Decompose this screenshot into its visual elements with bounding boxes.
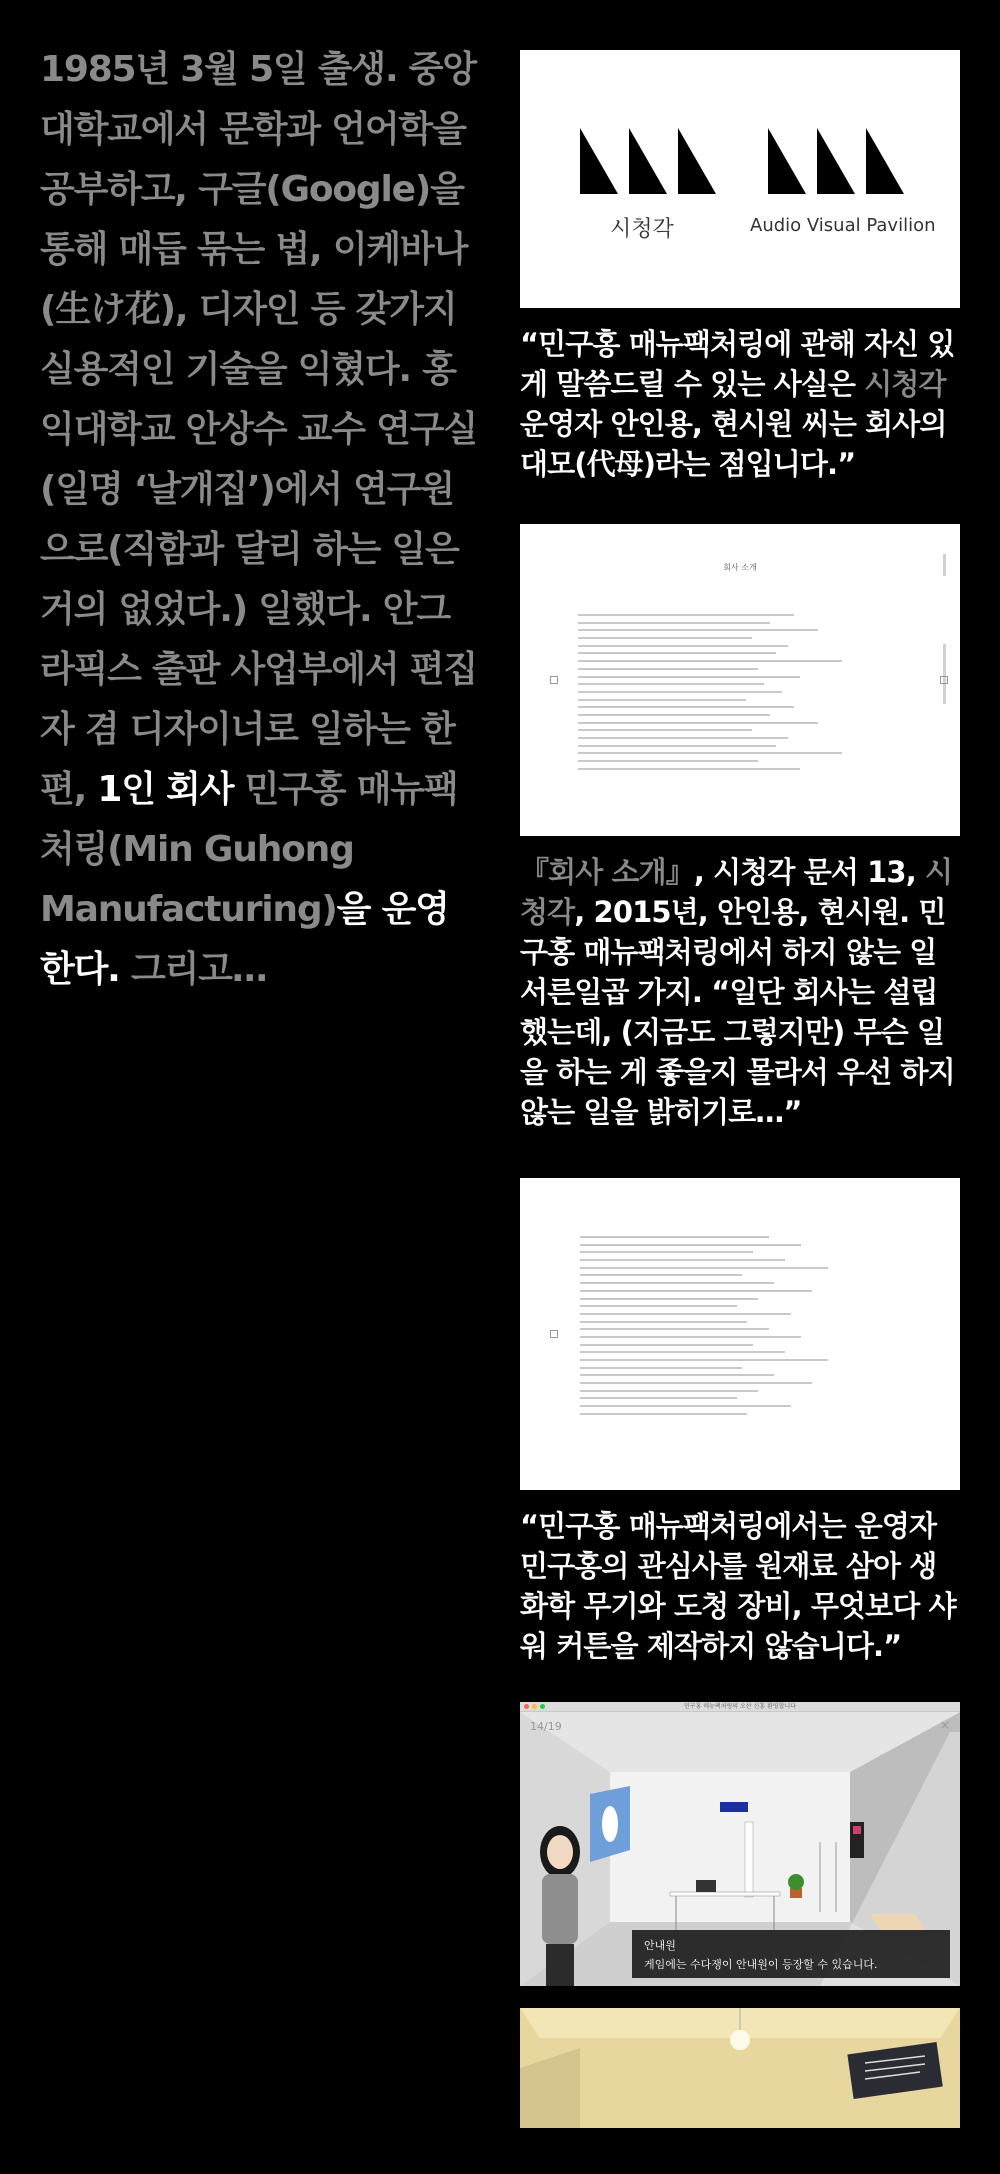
document-page-1[interactable] (520, 524, 960, 836)
dialog-box[interactable] (632, 1930, 950, 1978)
document-text-line (580, 1413, 747, 1415)
document-text-line (580, 1351, 785, 1353)
document-text-line (580, 1344, 753, 1346)
dialog-message: 게임에는 수다쟁이 안내원이 등장할 수 있습니다. (644, 1958, 878, 1971)
av-pavilion-logo-card[interactable] (520, 50, 960, 308)
document-text-line (578, 652, 776, 654)
document-text-line (578, 745, 776, 747)
document-text-line (580, 1267, 828, 1269)
slide-counter: 14/19 (530, 1720, 562, 1733)
document-text-line (578, 691, 782, 693)
document-text-line (580, 1305, 737, 1307)
document-text-line (580, 1382, 812, 1384)
logo-triangles-icon (768, 128, 904, 194)
document-text-line (580, 1282, 774, 1284)
document-text-line (578, 676, 800, 678)
document-text-line (580, 1405, 791, 1407)
company-link[interactable]: 민구홍 매뉴팩처링(Min Guhong Manufacturing) (40, 769, 458, 930)
document-text-line (578, 737, 788, 739)
running-head (943, 554, 946, 576)
bio-text (40, 40, 480, 1000)
document-text-line (578, 637, 752, 639)
document-text-line (580, 1290, 812, 1292)
bio-part-4: 을 운영한다. (40, 889, 449, 990)
document-text-line (578, 668, 758, 670)
caption-2: 『회사 소개』, 시청각 문서 13, 시청각, 2015년, 안인용, 현시원. 민구홍 매뉴팩처링에서 하지 않는 일 서른일곱 가지. “일단 회사는 설립했는데, (지금도 그렇지만) 무슨 일을 하는 게 좋을지 몰라서 우선 하지 않는 일을 밝히기로…” (520, 855, 955, 1129)
document-text-lines (580, 1236, 850, 1421)
page-marker (940, 676, 948, 684)
document-text-lines (578, 614, 878, 775)
logo-mark-left (580, 128, 716, 194)
caption-3: “민구홍 매뉴팩처링에서는 운영자 민구홍의 관심사를 원재료 삼아 생화학 무기와 도청 장비, 무엇보다 샤워 커튼을 제작하지 않습니다.” (520, 1509, 956, 1663)
document-text-line (578, 622, 770, 624)
document-text-line (580, 1251, 753, 1253)
document-text-line (578, 660, 842, 662)
document-text-line (578, 729, 752, 731)
document-text-line (580, 1274, 742, 1276)
bio-part-1: 1985년 3월 5일 출생. 중앙대학교에서 문학과 언어학을 공부하고, 구글(Google)을 통해 매듭 묶는 법, 이케바나(生け花), 디자인 등 갖가지 실용적인 기술을 익혔다. 홍익대학교 안상수 교수 연구실(일명 ‘날개집’)에서 연구원으로(직함과 달리 하는 일은 거의 없었다.) 일했다. 안그라픽스 출판 사업부에서 편집자 겸 디자이너로 일하는 한편, (40, 49, 477, 810)
bio-more-link[interactable]: 그리고… (119, 949, 267, 990)
document-text-line (580, 1390, 758, 1392)
document-text-line (578, 706, 794, 708)
game-screenshot[interactable] (520, 1702, 960, 1986)
logo-korean: 시청각 (610, 217, 674, 242)
doc-title-link[interactable]: 『회사 소개』 (520, 855, 694, 889)
document-text-line (580, 1336, 801, 1338)
document-text-line (580, 1244, 801, 1246)
document-title: 회사 소개 (723, 563, 757, 572)
document-text-line (578, 645, 788, 647)
document-text-line (580, 1367, 742, 1369)
close-icon[interactable]: × (939, 1718, 950, 1732)
document-text-line (578, 629, 818, 631)
gallery-column (520, 50, 960, 2128)
document-text-line (578, 714, 770, 716)
gallery-photo-image (520, 2008, 960, 2128)
document-text-line (578, 683, 764, 685)
caption-1: “민구홍 매뉴팩처링에 관해 자신 있게 말씀드릴 수 있는 사실은 시청각 운영자 안인용, 현시원 씨는 회사의 대모(代母)라는 점입니다.” (520, 327, 955, 481)
logo-mark-right (768, 128, 904, 194)
running-head (943, 644, 946, 704)
document-text-line (578, 614, 794, 616)
document-text-line (580, 1259, 785, 1261)
logo-english: Audio Visual Pavilion (750, 215, 936, 236)
document-text-line (580, 1359, 828, 1361)
document-text-line (578, 722, 818, 724)
document-text-line (580, 1374, 774, 1376)
av-pavilion-link[interactable]: 시청각 (520, 855, 953, 929)
document-text-line (578, 699, 746, 701)
document-text-line (580, 1328, 769, 1330)
window-title: 민구홍 매뉴팩처링의 오산 신흥 환영합니다 (684, 1703, 796, 1710)
document-text-line (580, 1236, 769, 1238)
window-titlebar (520, 1702, 960, 1712)
document-text-line (580, 1397, 737, 1399)
gallery-photo[interactable] (520, 2008, 960, 2128)
bio-part-2: 1인 회사 (97, 769, 245, 810)
document-text-line (580, 1321, 747, 1323)
document-text-line (578, 752, 842, 754)
dialog-speaker: 안내원 (644, 1939, 676, 1952)
logo-triangles-icon (580, 128, 716, 194)
document-text-line (580, 1313, 791, 1315)
document-page-2[interactable] (520, 1178, 960, 1490)
page-marker (550, 676, 558, 684)
document-text-line (578, 760, 758, 762)
document-text-line (578, 768, 800, 770)
av-pavilion-link[interactable]: 시청각 (864, 367, 946, 401)
page-marker (550, 1330, 558, 1338)
document-text-line (580, 1298, 758, 1300)
